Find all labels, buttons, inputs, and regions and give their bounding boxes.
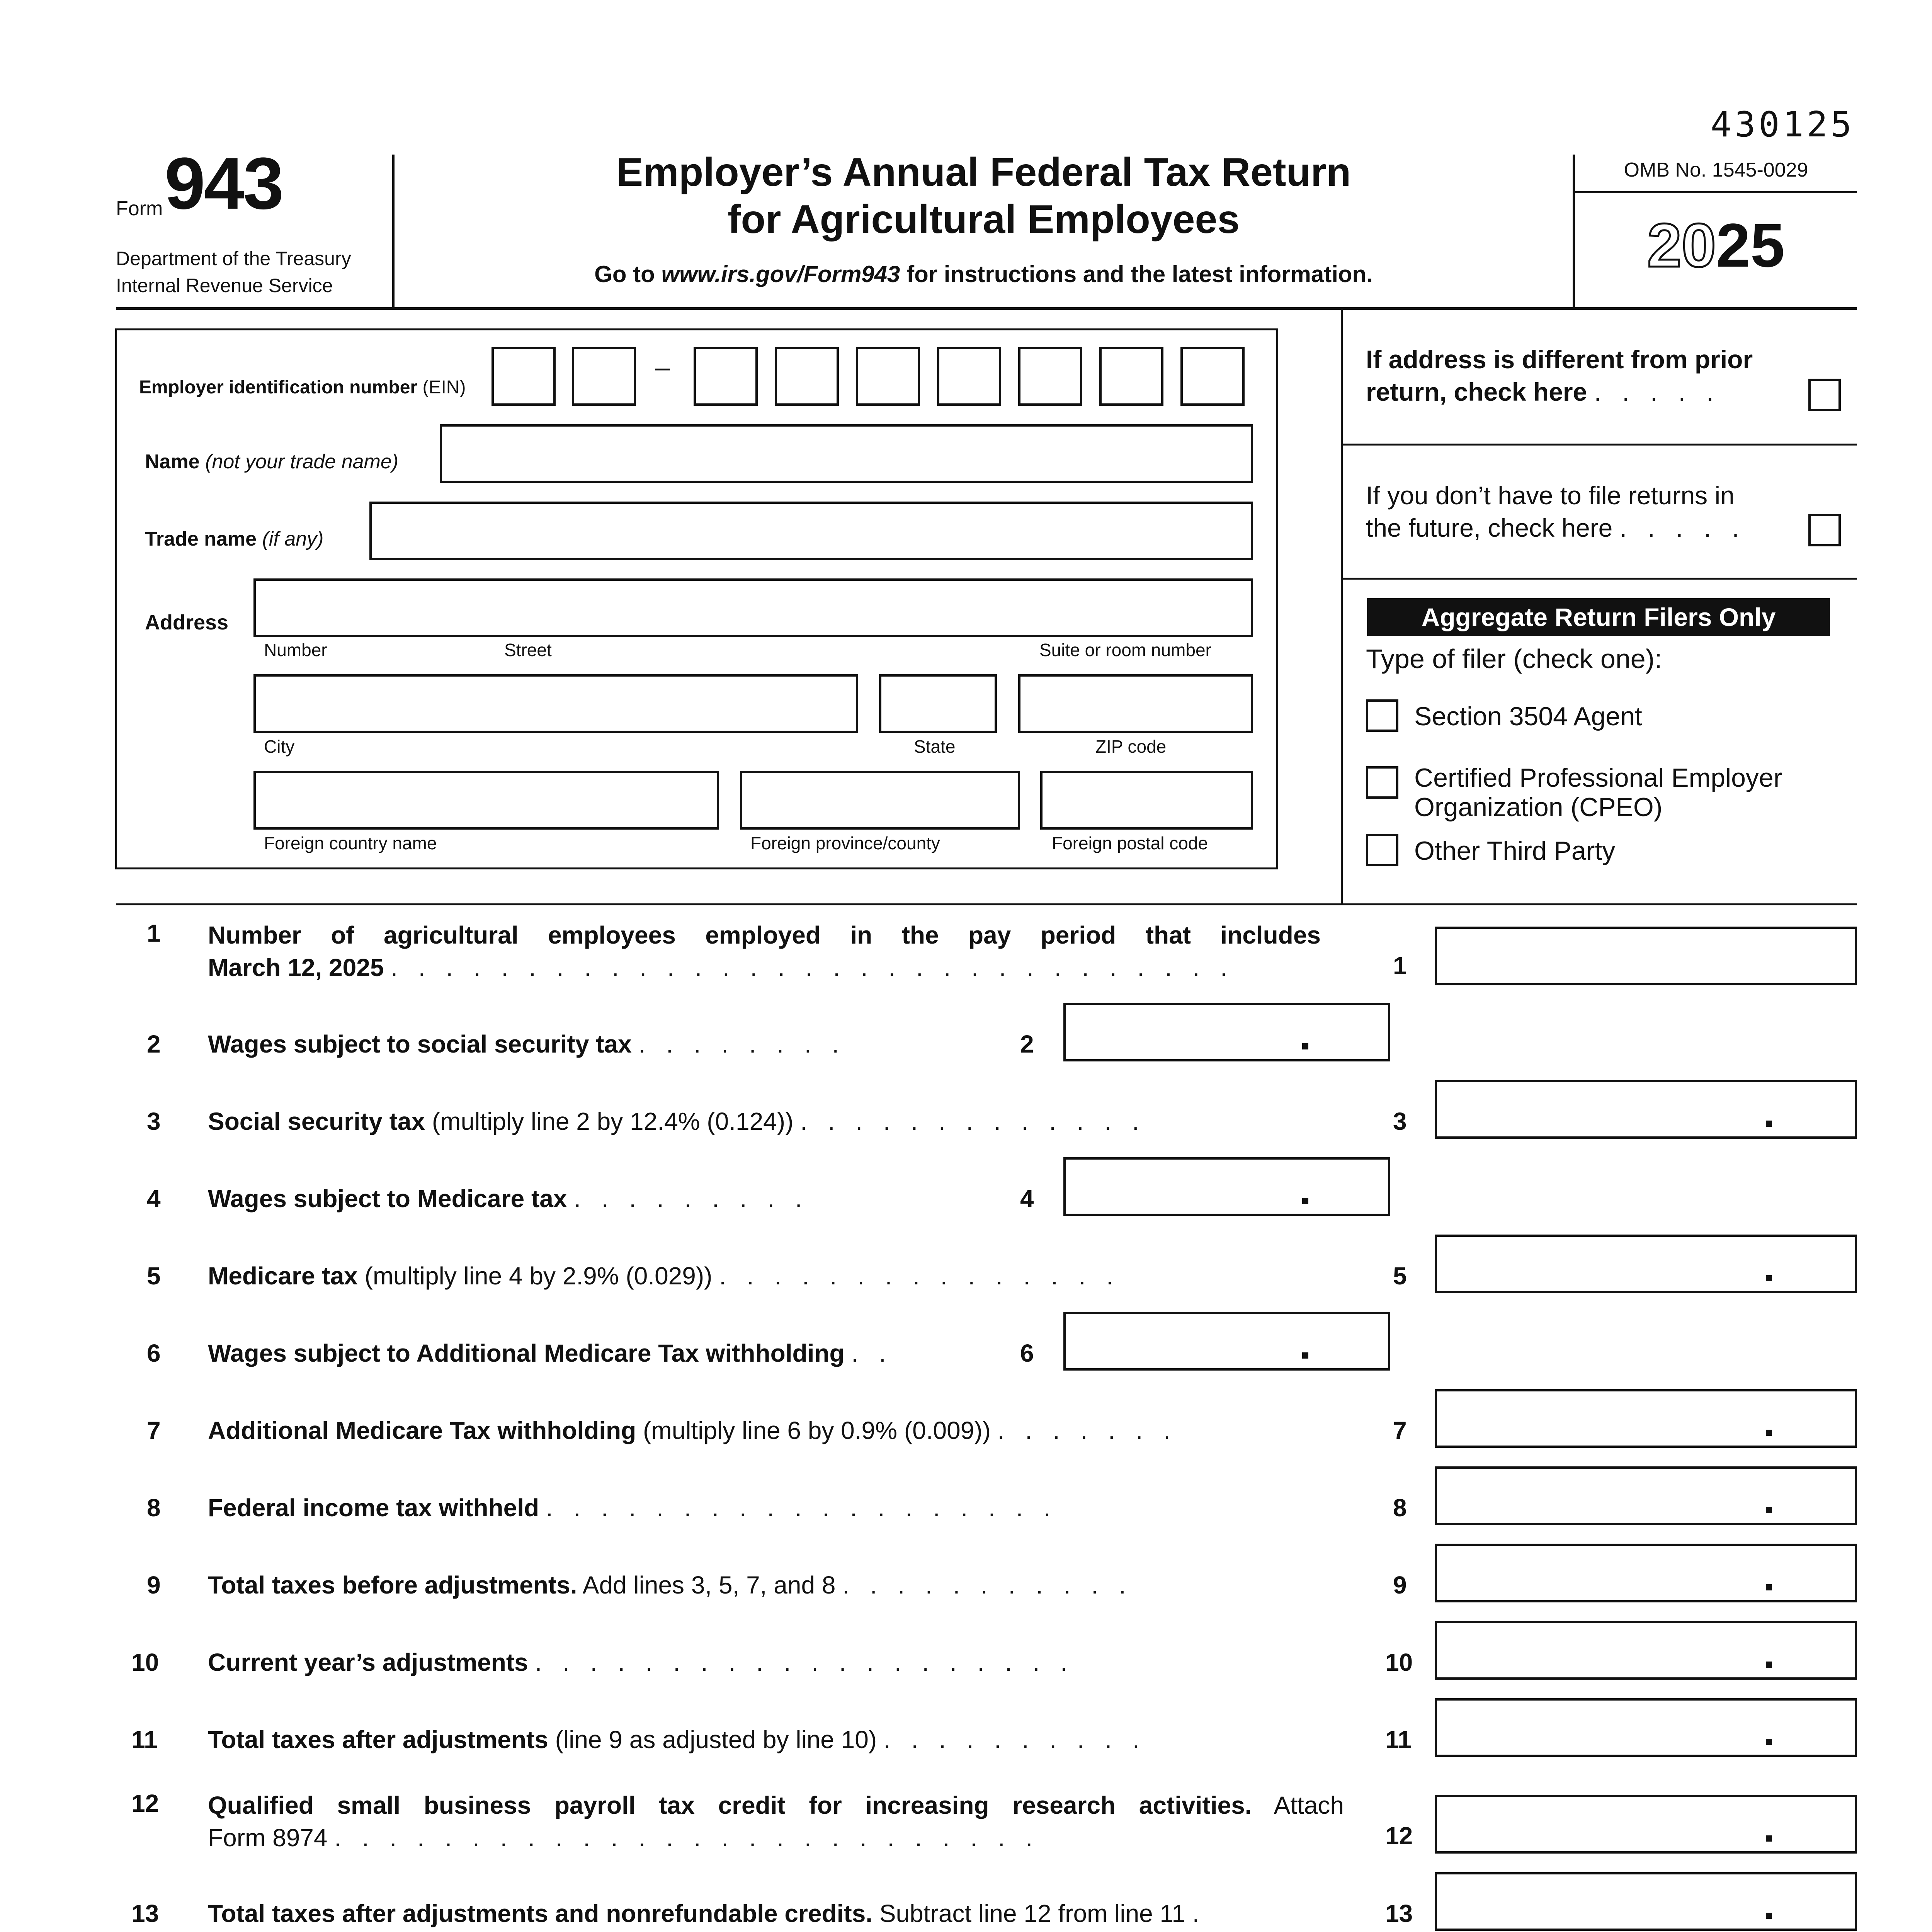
form-title bbox=[395, 149, 1573, 287]
number-caption: Number bbox=[264, 640, 327, 660]
name-input[interactable] bbox=[440, 424, 1253, 483]
line-9-decimal bbox=[1766, 1584, 1772, 1590]
line-6-input[interactable] bbox=[1063, 1312, 1390, 1371]
line-9-number: 9 bbox=[147, 1571, 161, 1599]
line-13-decimal bbox=[1766, 1913, 1772, 1919]
ein-digit-3[interactable] bbox=[694, 347, 758, 406]
line-12-text bbox=[208, 1789, 1344, 1854]
year-bold: 25 bbox=[1716, 211, 1785, 280]
omb-underline bbox=[1575, 191, 1857, 193]
goto-url[interactable]: www.irs.gov/Form943 bbox=[661, 261, 900, 287]
form-number-block bbox=[116, 143, 282, 224]
name-label-note: (not your trade name) bbox=[205, 451, 399, 473]
trade-name-note: (if any) bbox=[262, 528, 324, 550]
line-4-text: Wages subject to Medicare tax . . . . . . . . . bbox=[208, 1185, 809, 1213]
ein-dash: – bbox=[655, 352, 670, 382]
line-3-input[interactable] bbox=[1435, 1080, 1857, 1139]
foreign-country-caption: Foreign country name bbox=[264, 833, 437, 853]
ein-digit-5[interactable] bbox=[856, 347, 920, 406]
form-number: 943 bbox=[164, 143, 282, 224]
cpeo-label bbox=[1414, 763, 1782, 822]
line-5-input[interactable] bbox=[1435, 1235, 1857, 1293]
line-12-ref: 12 bbox=[1385, 1822, 1413, 1850]
line-5-number: 5 bbox=[147, 1262, 161, 1290]
cpeo-checkbox[interactable] bbox=[1366, 766, 1398, 799]
year-light: 20 bbox=[1647, 211, 1716, 280]
line-8-ref: 8 bbox=[1393, 1494, 1407, 1522]
barcode-number: 430125 bbox=[1710, 104, 1855, 145]
other-third-party-checkbox[interactable] bbox=[1366, 834, 1398, 866]
line-12-text-a: Qualified small business payroll tax credit for increasing research activities. Attach bbox=[208, 1791, 1344, 1819]
line-7-decimal bbox=[1766, 1430, 1772, 1436]
line-12-input[interactable] bbox=[1435, 1795, 1857, 1854]
section-divider bbox=[116, 903, 1857, 905]
city-input[interactable] bbox=[253, 674, 858, 733]
foreign-country-input[interactable] bbox=[253, 771, 719, 830]
no-future-line2: the future, check here . . . . . bbox=[1366, 514, 1746, 542]
line-5-text: Medicare tax (multiply line 4 by 2.9% (0.029)) . . . . . . . . . . . . . . . bbox=[208, 1262, 1120, 1290]
ein-digit-8[interactable] bbox=[1099, 347, 1163, 406]
header-bottom-rule bbox=[116, 307, 1857, 310]
line-2-decimal bbox=[1302, 1043, 1308, 1049]
omb-number: OMB No. 1545-0029 bbox=[1624, 159, 1808, 181]
street-caption: Street bbox=[504, 640, 552, 660]
line-8-decimal bbox=[1766, 1507, 1772, 1513]
line-13-text: Total taxes after adjustments and nonrefundable credits. Subtract line 12 from line 11 . bbox=[208, 1900, 1206, 1927]
address-label: Address bbox=[145, 611, 229, 634]
line-11-number: 11 bbox=[131, 1726, 158, 1753]
line-5-decimal bbox=[1766, 1275, 1772, 1281]
ein-digit-4[interactable] bbox=[775, 347, 839, 406]
line-3-ref: 3 bbox=[1393, 1107, 1407, 1135]
line-2-number: 2 bbox=[147, 1030, 161, 1058]
line-3-text: Social security tax (multiply line 2 by 12.4% (0.124)) . . . . . . . . . . . . . bbox=[208, 1107, 1146, 1135]
line-2-text: Wages subject to social security tax . . . . . . . . bbox=[208, 1030, 846, 1058]
goto-post: for instructions and the latest information. bbox=[900, 261, 1373, 287]
foreign-postal-input[interactable] bbox=[1040, 771, 1253, 830]
line-1-text-b: March 12, 2025 . . . . . . . . . . . . . . . . . . . . . . . . . . . . . . . bbox=[208, 954, 1234, 981]
line-13-ref: 13 bbox=[1385, 1900, 1413, 1927]
line-4-number: 4 bbox=[147, 1185, 161, 1213]
title-line2: for Agricultural Employees bbox=[727, 197, 1240, 242]
cpeo-line2: Organization (CPEO) bbox=[1414, 793, 1663, 822]
line-10-input[interactable] bbox=[1435, 1621, 1857, 1680]
right-panel-rule-1 bbox=[1341, 444, 1857, 446]
address-change-checkbox[interactable] bbox=[1808, 379, 1841, 411]
trade-name-input[interactable] bbox=[369, 502, 1253, 560]
line-2-ref: 2 bbox=[1020, 1030, 1034, 1058]
line-9-ref: 9 bbox=[1393, 1571, 1407, 1599]
title-line1: Employer’s Annual Federal Tax Return bbox=[616, 150, 1351, 195]
no-future-line1: If you don’t have to file returns in bbox=[1366, 481, 1735, 510]
address-change-text bbox=[1366, 343, 1753, 408]
line-7-input[interactable] bbox=[1435, 1389, 1857, 1448]
city-caption: City bbox=[264, 736, 295, 757]
line-10-ref: 10 bbox=[1385, 1648, 1413, 1676]
dept-line2: Internal Revenue Service bbox=[116, 275, 333, 296]
address-change-line2: return, check here . . . . . bbox=[1366, 378, 1721, 406]
line-7-ref: 7 bbox=[1393, 1417, 1407, 1444]
dept-line1: Department of the Treasury bbox=[116, 248, 351, 269]
line-4-input[interactable] bbox=[1063, 1157, 1390, 1216]
foreign-postal-caption: Foreign postal code bbox=[1052, 833, 1208, 853]
line-4-decimal bbox=[1302, 1198, 1308, 1204]
trade-name-label bbox=[145, 527, 323, 551]
line-6-text: Wages subject to Additional Medicare Tax withholding . . bbox=[208, 1339, 893, 1367]
line-1-input[interactable] bbox=[1435, 927, 1857, 985]
ein-digit-1[interactable] bbox=[492, 347, 556, 406]
name-label bbox=[145, 450, 398, 473]
right-panel-left-border bbox=[1341, 309, 1343, 904]
ein-digit-6[interactable] bbox=[937, 347, 1001, 406]
filer-type-label: Type of filer (check one): bbox=[1366, 644, 1662, 674]
line-6-number: 6 bbox=[147, 1339, 161, 1367]
ein-digit-9[interactable] bbox=[1180, 347, 1245, 406]
ein-digit-7[interactable] bbox=[1018, 347, 1082, 406]
name-label-text: Name bbox=[145, 451, 200, 473]
ein-label-suffix: (EIN) bbox=[422, 377, 466, 398]
line-13-input[interactable] bbox=[1435, 1872, 1857, 1931]
line-12-number: 12 bbox=[131, 1789, 159, 1817]
foreign-province-input[interactable] bbox=[740, 771, 1020, 830]
ein-label-text: Employer identification number bbox=[139, 377, 418, 398]
line-4-ref: 4 bbox=[1020, 1185, 1034, 1213]
zip-input[interactable] bbox=[1018, 674, 1253, 733]
suite-caption: Suite or room number bbox=[1039, 640, 1211, 660]
no-future-returns-text bbox=[1366, 479, 1746, 544]
goto-pre: Go to bbox=[594, 261, 662, 287]
line-8-input[interactable] bbox=[1435, 1466, 1857, 1525]
ein-digit-2[interactable] bbox=[572, 347, 636, 406]
line-7-number: 7 bbox=[147, 1417, 161, 1444]
line-2-input[interactable] bbox=[1063, 1003, 1390, 1061]
line-1-number: 1 bbox=[147, 919, 161, 947]
line-12-decimal bbox=[1766, 1835, 1772, 1842]
line-6-decimal bbox=[1302, 1352, 1308, 1359]
other-third-party-label: Other Third Party bbox=[1414, 836, 1616, 866]
line-10-text: Current year’s adjustments . . . . . . . . . . . . . . . . . . . . bbox=[208, 1648, 1074, 1676]
state-input[interactable] bbox=[879, 674, 997, 733]
line-11-ref: 11 bbox=[1385, 1726, 1412, 1753]
line-7-text: Additional Medicare Tax withholding (multiply line 6 by 0.9% (0.009)) . . . . . . . bbox=[208, 1417, 1177, 1444]
cpeo-line1: Certified Professional Employer bbox=[1414, 763, 1782, 793]
line-13-number: 13 bbox=[131, 1900, 159, 1927]
form-word: Form bbox=[116, 197, 163, 220]
line-10-decimal bbox=[1766, 1662, 1772, 1668]
line-11-text: Total taxes after adjustments (line 9 as adjusted by line 10) . . . . . . . . . . bbox=[208, 1726, 1146, 1753]
line-6-ref: 6 bbox=[1020, 1339, 1034, 1367]
line-3-number: 3 bbox=[147, 1107, 161, 1135]
line-1-text-a: Number of agricultural employees employed in the pay period that includes bbox=[208, 921, 1321, 949]
line-11-input[interactable] bbox=[1435, 1698, 1857, 1757]
zip-caption: ZIP code bbox=[1095, 736, 1167, 757]
trade-name-text: Trade name bbox=[145, 528, 257, 550]
street-address-input[interactable] bbox=[253, 578, 1253, 637]
section-3504-checkbox[interactable] bbox=[1366, 699, 1398, 732]
no-future-returns-checkbox[interactable] bbox=[1808, 514, 1841, 546]
line-8-number: 8 bbox=[147, 1494, 161, 1522]
address-change-line1: If address is different from prior bbox=[1366, 345, 1753, 374]
state-caption: State bbox=[914, 736, 956, 757]
line-11-decimal bbox=[1766, 1739, 1772, 1745]
section-3504-label: Section 3504 Agent bbox=[1414, 702, 1642, 731]
line-3-decimal bbox=[1766, 1121, 1772, 1127]
line-1-ref: 1 bbox=[1393, 952, 1407, 980]
line-1-text bbox=[208, 919, 1321, 984]
line-8-text: Federal income tax withheld . . . . . . . . . . . . . . . . . . . bbox=[208, 1494, 1058, 1522]
goto-line bbox=[395, 261, 1573, 287]
line-9-text: Total taxes before adjustments. Add lines 3, 5, 7, and 8 . . . . . . . . . . . bbox=[208, 1571, 1133, 1599]
right-panel-rule-2 bbox=[1341, 578, 1857, 580]
line-9-input[interactable] bbox=[1435, 1544, 1857, 1602]
ein-label bbox=[139, 377, 466, 398]
line-12-text-b: Form 8974 . . . . . . . . . . . . . . . . . . . . . . . . . . bbox=[208, 1824, 1040, 1852]
aggregate-header: Aggregate Return Filers Only bbox=[1367, 598, 1830, 636]
foreign-province-caption: Foreign province/county bbox=[750, 833, 940, 853]
line-5-ref: 5 bbox=[1393, 1262, 1407, 1290]
tax-year bbox=[1575, 213, 1857, 278]
line-10-number: 10 bbox=[131, 1648, 159, 1676]
